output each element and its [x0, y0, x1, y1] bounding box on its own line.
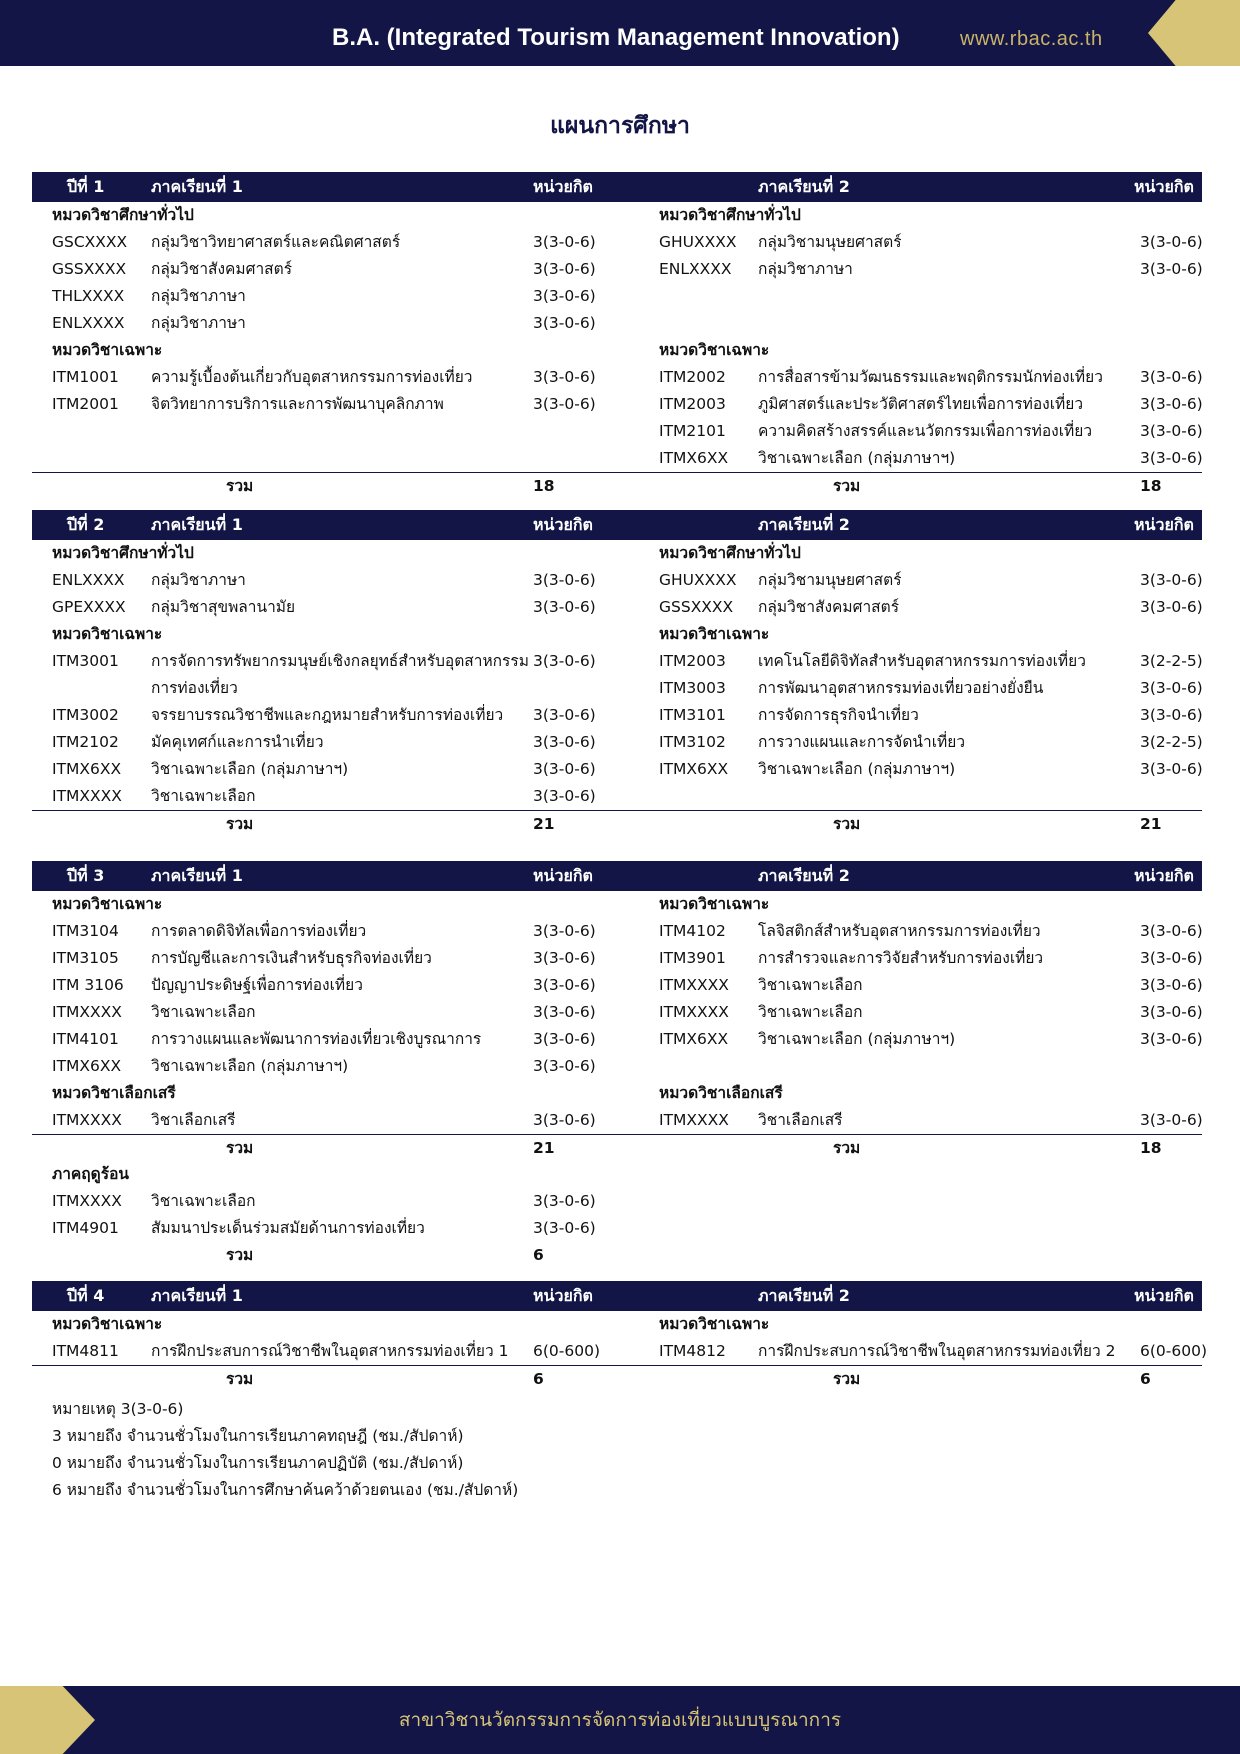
category-label: หมวดวิชาเฉพาะ: [52, 625, 163, 643]
course-name: วิชาเฉพาะเลือก (กลุ่มภาษาฯ): [151, 760, 349, 778]
total-row: [32, 1242, 607, 1269]
course-row: [607, 229, 1202, 256]
course-row: [32, 391, 607, 418]
year-header: [607, 1281, 1202, 1311]
course-credits: 3(3-0-6): [1140, 1030, 1203, 1048]
course-row: [32, 1107, 607, 1134]
gold-corner-decoration: [1148, 0, 1240, 66]
course-code: ITM2101: [659, 422, 726, 440]
year-3-semester-1: [32, 861, 607, 1269]
category-label: หมวดวิชาเฉพาะ: [659, 1315, 770, 1333]
course-name: โลจิสติกส์สำหรับอุตสาหกรรมการท่องเที่ยว: [758, 922, 1041, 940]
course-name: มัคคุเทศก์และการนำเที่ยว: [151, 733, 324, 751]
study-plan: [32, 172, 1207, 1392]
course-code: ITM3901: [659, 949, 726, 967]
course-name: วิชาเฉพาะเลือก (กลุ่มภาษาฯ): [758, 1030, 956, 1048]
course-credits: 3(3-0-6): [1140, 1111, 1203, 1129]
course-code: ITMXXXX: [659, 1111, 729, 1129]
semester-label: ภาคเรียนที่ 1: [151, 866, 243, 885]
unit-label: หน่วยกิต: [1134, 177, 1194, 196]
course-name: กลุ่มวิชาวิทยาศาสตร์และคณิตศาสตร์: [151, 233, 401, 251]
year-4-semester-1: [32, 1281, 607, 1392]
total-value: 6: [533, 1246, 544, 1264]
course-row: [32, 1338, 607, 1365]
total-value: 21: [533, 1139, 555, 1157]
program-title: B.A. (Integrated Tourism Management Innovation): [332, 24, 900, 51]
course-name: กลุ่มวิชาภาษา: [151, 314, 246, 332]
course-name: ปัญญาประดิษฐ์เพื่อการท่องเที่ยว: [151, 976, 363, 994]
course-name: การฝึกประสบการณ์วิชาชีพในอุตสาหกรรมท่องเที่ยว 2: [758, 1342, 1116, 1360]
course-row: [32, 364, 607, 391]
year-header: [607, 861, 1202, 891]
course-row: [607, 702, 1202, 729]
course-code: ITMXXXX: [52, 1192, 122, 1210]
course-name: วิชาเฉพาะเลือก (กลุ่มภาษาฯ): [758, 449, 956, 467]
course-row: [32, 945, 607, 972]
year-label: ปีที่ 3: [67, 866, 105, 885]
course-row: [32, 1053, 607, 1080]
course-code: ITM4901: [52, 1219, 119, 1237]
course-row: [607, 1338, 1207, 1365]
course-row: [607, 999, 1202, 1026]
total-value: 18: [1140, 477, 1162, 495]
course-code: ITM 3106: [52, 976, 124, 994]
course-name: ความรู้เบื้องต้นเกี่ยวกับอุตสาหกรรมการท่องเที่ยว: [151, 368, 473, 386]
total-label: รวม: [226, 815, 254, 833]
total-label: รวม: [226, 1139, 254, 1157]
course-name: การจัดการธุรกิจนำเที่ยว: [758, 706, 919, 724]
category-label: หมวดวิชาศึกษาทั่วไป: [52, 206, 194, 224]
course-credits: 3(3-0-6): [533, 233, 596, 251]
unit-label: หน่วยกิต: [533, 177, 593, 196]
course-credits: 3(3-0-6): [533, 1111, 596, 1129]
course-credits: 3(3-0-6): [1140, 260, 1203, 278]
total-row: [32, 1365, 607, 1392]
course-credits: 3(3-0-6): [533, 706, 596, 724]
course-credits: 3(3-0-6): [533, 598, 596, 616]
course-row: [32, 702, 607, 729]
semester-label: ภาคเรียนที่ 1: [151, 177, 243, 196]
course-code: ENLXXXX: [659, 260, 732, 278]
course-row: [607, 594, 1202, 621]
course-code: ITM3001: [52, 652, 119, 670]
course-code: GHUXXXX: [659, 233, 737, 251]
course-code: ITM1001: [52, 368, 119, 386]
website-url[interactable]: www.rbac.ac.th: [960, 28, 1103, 50]
semester-label: ภาคเรียนที่ 1: [151, 1286, 243, 1305]
year-header: [32, 1281, 607, 1311]
total-row: [607, 810, 1202, 837]
unit-label: หน่วยกิต: [533, 515, 593, 534]
course-code: ITMXXXX: [659, 1003, 729, 1021]
year-header: [32, 861, 607, 891]
course-credits: 3(3-0-6): [533, 949, 596, 967]
year-2-block: [32, 510, 1202, 849]
course-name: การตลาดดิจิทัลเพื่อการท่องเที่ยว: [151, 922, 367, 940]
course-code: GSSXXXX: [52, 260, 127, 278]
course-name: กลุ่มวิชาภาษา: [151, 571, 246, 589]
course-name: การพัฒนาอุตสาหกรรมท่องเที่ยวอย่างยั่งยืน: [758, 679, 1044, 697]
course-code: THLXXXX: [52, 287, 125, 305]
course-row: [607, 364, 1202, 391]
course-row: [607, 1107, 1202, 1134]
course-row: [32, 972, 607, 999]
year-header: [607, 510, 1202, 540]
total-row: [607, 1365, 1202, 1392]
semester-label: ภาคเรียนที่ 2: [758, 1286, 850, 1305]
course-row: [32, 729, 607, 756]
course-code: ITMX6XX: [659, 1030, 729, 1048]
course-row-continued: [32, 675, 607, 702]
course-credits: 3(3-0-6): [1140, 449, 1203, 467]
year-header: [32, 510, 607, 540]
course-code: ITM2002: [659, 368, 726, 386]
course-name: ความคิดสร้างสรรค์และนวัตกรรมเพื่อการท่องเที่ยว: [758, 422, 1093, 440]
course-code: ITM3101: [659, 706, 726, 724]
course-code: ITM3102: [659, 733, 726, 751]
course-row: [607, 729, 1202, 756]
course-row: [32, 594, 607, 621]
total-row: [32, 810, 607, 837]
course-name: วิชาเฉพาะเลือก (กลุ่มภาษาฯ): [758, 760, 956, 778]
page-title: แผนการศึกษา: [550, 113, 690, 139]
total-label: รวม: [833, 815, 861, 833]
unit-label: หน่วยกิต: [533, 1286, 593, 1305]
top-banner: [0, 0, 1240, 66]
course-row: [607, 391, 1202, 418]
course-credits: 3(3-0-6): [1140, 571, 1203, 589]
course-credits: 3(3-0-6): [1140, 976, 1203, 994]
total-row: [32, 1134, 607, 1161]
course-credits: 3(3-0-6): [1140, 679, 1203, 697]
course-code: ITM4101: [52, 1030, 119, 1048]
course-credits: 3(3-0-6): [1140, 706, 1203, 724]
course-row: [32, 229, 607, 256]
year-label: ปีที่ 1: [67, 177, 105, 196]
course-row: [32, 256, 607, 283]
unit-label: หน่วยกิต: [1134, 515, 1194, 534]
course-credits: 3(3-0-6): [1140, 949, 1203, 967]
course-credits: 3(3-0-6): [1140, 395, 1203, 413]
year-header: [607, 172, 1202, 202]
total-value: 21: [533, 815, 555, 833]
course-name: การฝึกประสบการณ์วิชาชีพในอุตสาหกรรมท่องเที่ยว 1: [151, 1342, 509, 1360]
year-4-block: [32, 1281, 1207, 1392]
course-row: [32, 283, 607, 310]
course-name: การจัดการทรัพยากรมนุษย์เชิงกลยุทธ์สำหรับอุตสาหกรรม: [151, 652, 529, 670]
course-name: ภูมิศาสตร์และประวัติศาสตร์ไทยเพื่อการท่องเที่ยว: [758, 395, 1084, 413]
total-label: รวม: [833, 1370, 861, 1388]
course-name: กลุ่มวิชามนุษยศาสตร์: [758, 571, 902, 589]
course-code: ITMXXXX: [52, 1003, 122, 1021]
course-credits: 3(3-0-6): [533, 1003, 596, 1021]
year-header: [32, 172, 607, 202]
course-credits: 3(3-0-6): [533, 652, 596, 670]
course-credits: 3(3-0-6): [533, 976, 596, 994]
course-code: ITM3104: [52, 922, 119, 940]
course-row: [607, 1026, 1202, 1053]
course-code: ITMXXXX: [52, 1111, 122, 1129]
note-heading: หมายเหตุ 3(3-0-6): [52, 1400, 184, 1418]
year-1-semester-2: [607, 172, 1202, 498]
course-row: [32, 756, 607, 783]
notes-section: [52, 1396, 518, 1504]
category-label: หมวดวิชาศึกษาทั่วไป: [659, 544, 801, 562]
course-name: วิชาเลือกเสรี: [151, 1111, 236, 1129]
course-name: การบัญชีและการเงินสำหรับธุรกิจท่องเที่ยว: [151, 949, 432, 967]
category-label: หมวดวิชาเฉพาะ: [659, 895, 770, 913]
year-3-semester-2: [607, 861, 1202, 1269]
note-line: 0 หมายถึง จำนวนชั่วโมงในการเรียนภาคปฏิบัติ (ชม./สัปดาห์): [52, 1454, 464, 1472]
total-value: 21: [1140, 815, 1162, 833]
course-credits: 3(2-2-5): [1140, 733, 1203, 751]
course-code: ENLXXXX: [52, 571, 125, 589]
course-row: [607, 445, 1202, 472]
category-label: หมวดวิชาเลือกเสรี: [52, 1084, 176, 1102]
total-value: 18: [1140, 1139, 1162, 1157]
unit-label: หน่วยกิต: [1134, 1286, 1194, 1305]
course-name: จรรยาบรรณวิชาชีพและกฎหมายสำหรับการท่องเที่ยว: [151, 706, 504, 724]
course-credits: 3(3-0-6): [1140, 1003, 1203, 1021]
total-row: [607, 472, 1202, 499]
course-credits: 3(3-0-6): [1140, 422, 1203, 440]
course-code: ENLXXXX: [52, 314, 125, 332]
total-label: รวม: [833, 1139, 861, 1157]
unit-label: หน่วยกิต: [533, 866, 593, 885]
course-code: ITM3105: [52, 949, 119, 967]
course-code: ITM2102: [52, 733, 119, 751]
year-label: ปีที่ 2: [67, 515, 105, 534]
course-name-continued: การท่องเที่ยว: [151, 679, 238, 697]
course-code: ITM2003: [659, 652, 726, 670]
course-name: กลุ่มวิชาสังคมศาสตร์: [758, 598, 900, 616]
course-row: [607, 945, 1202, 972]
total-label: รวม: [833, 477, 861, 495]
footer-banner: [0, 1686, 1240, 1754]
course-code: ITM3003: [659, 679, 726, 697]
course-code: ITMX6XX: [52, 1057, 122, 1075]
course-credits: 6(0-600): [533, 1342, 600, 1360]
note-line: 3 หมายถึง จำนวนชั่วโมงในการเรียนภาคทฤษฎี (ชม./สัปดาห์): [52, 1427, 464, 1445]
course-code: ITMXXXX: [659, 976, 729, 994]
unit-label: หน่วยกิต: [1134, 866, 1194, 885]
category-label: หมวดวิชาเลือกเสรี: [659, 1084, 783, 1102]
category-label: หมวดวิชาศึกษาทั่วไป: [659, 206, 801, 224]
total-row: [607, 1134, 1202, 1161]
course-name: วิชาเฉพาะเลือก: [758, 1003, 863, 1021]
course-credits: 3(3-0-6): [1140, 233, 1203, 251]
course-name: วิชาเฉพาะเลือก (กลุ่มภาษาฯ): [151, 1057, 349, 1075]
course-name: การวางแผนและพัฒนาการท่องเที่ยวเชิงบูรณาการ: [151, 1030, 482, 1048]
course-code: GSSXXXX: [659, 598, 734, 616]
course-code: ITMX6XX: [659, 760, 729, 778]
course-row: [607, 918, 1202, 945]
course-name: เทคโนโลยีดิจิทัลสำหรับอุตสาหกรรมการท่องเที่ยว: [758, 652, 1086, 670]
course-row: [607, 256, 1202, 283]
total-label: รวม: [226, 477, 254, 495]
total-row: [32, 472, 607, 499]
year-label: ปีที่ 4: [67, 1286, 105, 1305]
course-name: สัมมนาประเด็นร่วมสมัยด้านการท่องเที่ยว: [151, 1219, 425, 1237]
course-code: GPEXXXX: [52, 598, 126, 616]
category-label: หมวดวิชาศึกษาทั่วไป: [52, 544, 194, 562]
course-credits: 3(3-0-6): [533, 733, 596, 751]
course-row: [607, 972, 1202, 999]
course-row: [607, 418, 1202, 445]
total-label: รวม: [226, 1370, 254, 1388]
course-row: [607, 648, 1202, 675]
course-code: GHUXXXX: [659, 571, 737, 589]
course-credits: 3(3-0-6): [533, 260, 596, 278]
summer-label: ภาคฤดูร้อน: [52, 1165, 129, 1183]
course-credits: 3(3-0-6): [1140, 598, 1203, 616]
course-code: ITM2003: [659, 395, 726, 413]
course-code: GSCXXXX: [52, 233, 128, 251]
course-credits: 3(2-2-5): [1140, 652, 1203, 670]
course-credits: 3(3-0-6): [533, 922, 596, 940]
course-row: [32, 310, 607, 337]
year-4-semester-2: [607, 1281, 1207, 1392]
course-row: [32, 1215, 607, 1242]
course-row: [607, 567, 1202, 594]
category-label: หมวดวิชาเฉพาะ: [52, 341, 163, 359]
course-row: [32, 999, 607, 1026]
course-code: ITM4811: [52, 1342, 119, 1360]
course-code: ITMX6XX: [52, 760, 122, 778]
course-code: ITM3002: [52, 706, 119, 724]
semester-label: ภาคเรียนที่ 2: [758, 866, 850, 885]
course-name: การวางแผนและการจัดนำเที่ยว: [758, 733, 966, 751]
course-credits: 3(3-0-6): [533, 1057, 596, 1075]
course-name: กลุ่มวิชาภาษา: [758, 260, 853, 278]
total-label: รวม: [226, 1246, 254, 1264]
course-name: กลุ่มวิชาภาษา: [151, 287, 246, 305]
course-credits: 3(3-0-6): [533, 395, 596, 413]
course-name: จิตวิทยาการบริการและการพัฒนาบุคลิกภาพ: [151, 395, 444, 413]
category-label: หมวดวิชาเฉพาะ: [52, 895, 163, 913]
course-code: ITM2001: [52, 395, 119, 413]
course-row: [32, 648, 607, 675]
course-credits: 3(3-0-6): [533, 368, 596, 386]
year-2-semester-1: [32, 510, 607, 849]
course-code: ITMXXXX: [52, 787, 122, 805]
course-credits: 3(3-0-6): [1140, 760, 1203, 778]
category-label: หมวดวิชาเฉพาะ: [659, 341, 770, 359]
year-2-semester-2: [607, 510, 1202, 849]
total-value: 6: [1140, 1370, 1151, 1388]
course-row: [32, 918, 607, 945]
semester-label: ภาคเรียนที่ 2: [758, 515, 850, 534]
course-name: การสื่อสารข้ามวัฒนธรรมและพฤติกรรมนักท่องเที่ยว: [758, 368, 1103, 386]
note-line: 6 หมายถึง จำนวนชั่วโมงในการศึกษาค้นคว้าด้วยตนเอง (ชม./สัปดาห์): [52, 1481, 519, 1499]
course-credits: 3(3-0-6): [533, 571, 596, 589]
course-name: กลุ่มวิชาสังคมศาสตร์: [151, 260, 293, 278]
course-name: กลุ่มวิชาสุขพลานามัย: [151, 598, 296, 616]
category-label: หมวดวิชาเฉพาะ: [52, 1315, 163, 1333]
course-code: ITMX6XX: [659, 449, 729, 467]
course-row: [32, 783, 607, 810]
course-credits: 3(3-0-6): [1140, 368, 1203, 386]
total-value: 6: [533, 1370, 544, 1388]
course-credits: 3(3-0-6): [533, 1192, 596, 1210]
course-credits: 3(3-0-6): [533, 760, 596, 778]
course-name: วิชาเฉพาะเลือก: [151, 787, 256, 805]
course-name: วิชาเฉพาะเลือก: [151, 1003, 256, 1021]
course-row: [607, 756, 1202, 783]
total-value: 18: [533, 477, 555, 495]
course-row: [32, 1188, 607, 1215]
course-credits: 3(3-0-6): [533, 787, 596, 805]
course-code: ITM4102: [659, 922, 726, 940]
year-3-block: [32, 861, 1202, 1269]
semester-label: ภาคเรียนที่ 2: [758, 177, 850, 196]
semester-label: ภาคเรียนที่ 1: [151, 515, 243, 534]
course-row: [607, 675, 1202, 702]
course-name: วิชาเฉพาะเลือก: [151, 1192, 256, 1210]
course-name: กลุ่มวิชามนุษยศาสตร์: [758, 233, 902, 251]
course-credits: 3(3-0-6): [533, 287, 596, 305]
course-row: [32, 567, 607, 594]
course-name: วิชาเฉพาะเลือก: [758, 976, 863, 994]
course-name: การสำรวจและการวิจัยสำหรับการท่องเที่ยว: [758, 949, 1044, 967]
course-credits: 6(0-600): [1140, 1342, 1207, 1360]
course-credits: 3(3-0-6): [1140, 922, 1203, 940]
course-credits: 3(3-0-6): [533, 1219, 596, 1237]
course-row: [32, 1026, 607, 1053]
year-1-semester-1: [32, 172, 607, 498]
year-1-block: [32, 172, 1202, 498]
course-code: ITM4812: [659, 1342, 726, 1360]
course-credits: 3(3-0-6): [533, 314, 596, 332]
course-name: วิชาเลือกเสรี: [758, 1111, 843, 1129]
footer-text: สาขาวิชานวัตกรรมการจัดการท่องเที่ยวแบบบูรณาการ: [398, 1709, 842, 1731]
course-credits: 3(3-0-6): [533, 1030, 596, 1048]
category-label: หมวดวิชาเฉพาะ: [659, 625, 770, 643]
